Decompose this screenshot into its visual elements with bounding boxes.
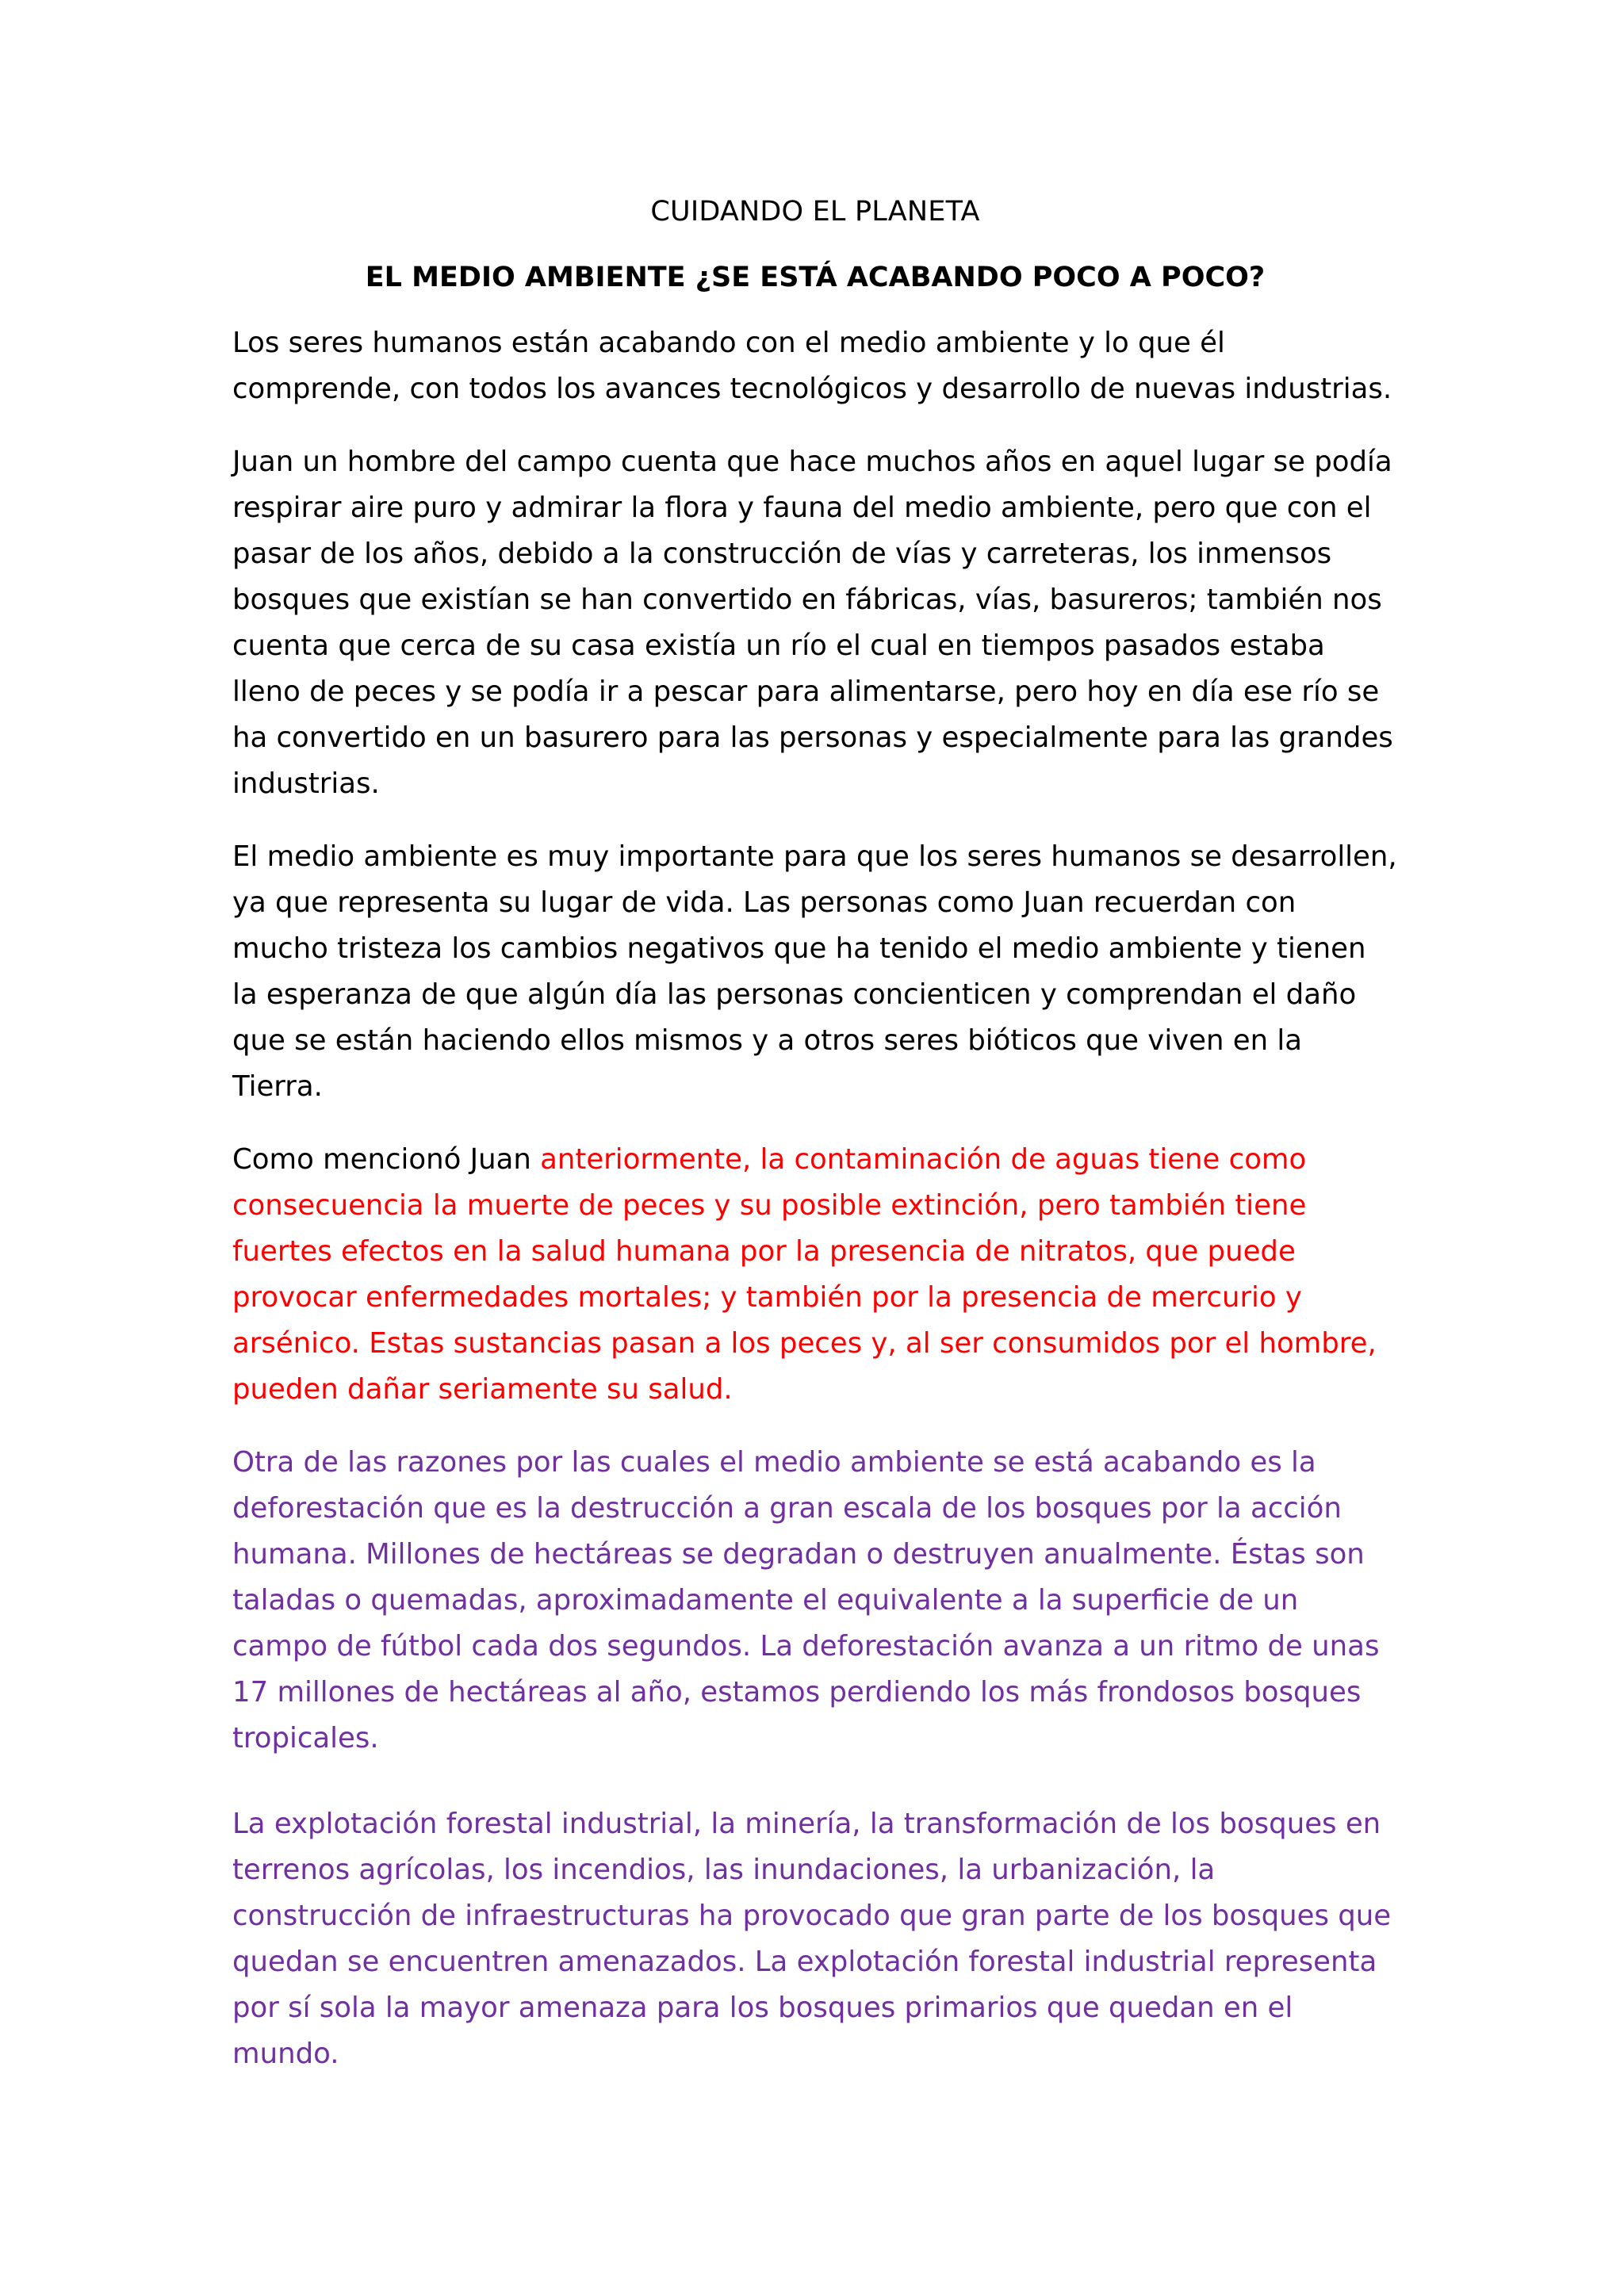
paragraph-intro: Los seres humanos están acabando con el medio ambiente y lo que él comprende, con todos los avances tecnológicos y desarrollo de nuevas industrias. [232,327,1392,405]
paragraph-deforestation: Otra de las razones por las cuales el medio ambiente se está acabando es la deforestación que es la destrucción a gran escala de los bosques por la acción humana. Millones de hectáreas se degradan o destruyen anualmente. Éstas son taladas o quemadas, aproximadamente el equivalente a la superficie de un campo de fútbol cada dos segundos. La deforestación avanza a un ritmo de unas 17 millones de hectáreas al año, estamos perdiendo los más frondosos bosques tropicales. [232,1446,1380,1755]
paragraph-juan-story: Juan un hombre del campo cuenta que hace muchos años en aquel lugar se podía respirar aire puro y admirar la flora y fauna del medio ambiente, pero que con el pasar de los años, debido a la construcción de vías y carreteras, los inmensos bosques que existían se han convertido en fábricas, vías, basureros; también nos cuenta que cerca de su casa existía un río el cual en tiempos pasados estaba lleno de peces y se podía ir a pescar para alimentarse, pero hoy en día ese río se ha convertido en un basurero para las personas y especialmente para las grandes industrias. [232,446,1393,800]
paragraph-importance: El medio ambiente es muy importante para que los seres humanos se desarrollen, ya que representa su lugar de vida. Las personas como Juan recuerdan con mucho tristeza los cambios negativos que ha tenido el medio ambiente y tienen la esperanza de que algún día las personas concienticen y comprendan el daño que se están haciendo ellos mismos y a otros seres bióticos que viven en la Tierra. [232,840,1397,1103]
paragraph-forest-threats: La explotación forestal industrial, la minería, la transformación de los bosques en terrenos agrícolas, los incendios, las inundaciones, la urbanización, la construcción de infraestructuras ha provocado que gran parte de los bosques que quedan se encuentren amenazados. La explotación forestal industrial representa por sí sola la mayor amenaza para los bosques primarios que quedan en el mundo. [232,1808,1392,2070]
paragraph-water-contamination-highlight: anteriormente, la contaminación de aguas tiene como consecuencia la muerte de peces y su posible extinción, pero también tiene fuertes efectos en la salud humana por la presencia de nitratos, que puede provocar enfermedades mortales; y también por la presencia de mercurio y arsénico. Estas sustancias pasan a los peces y, al ser consumidos por el hombre, pueden dañar seriamente su salud. [232,1143,1377,1406]
document-title: CUIDANDO EL PLANETA [650,196,980,228]
document-subtitle: EL MEDIO AMBIENTE ¿SE ESTÁ ACABANDO POCO A POCO? [365,262,1266,293]
document-body [232,189,1398,2104]
paragraph-water-contamination-lead: Como mencionó Juan [232,1143,541,1176]
paragraph-water-contamination [232,1137,1398,1413]
